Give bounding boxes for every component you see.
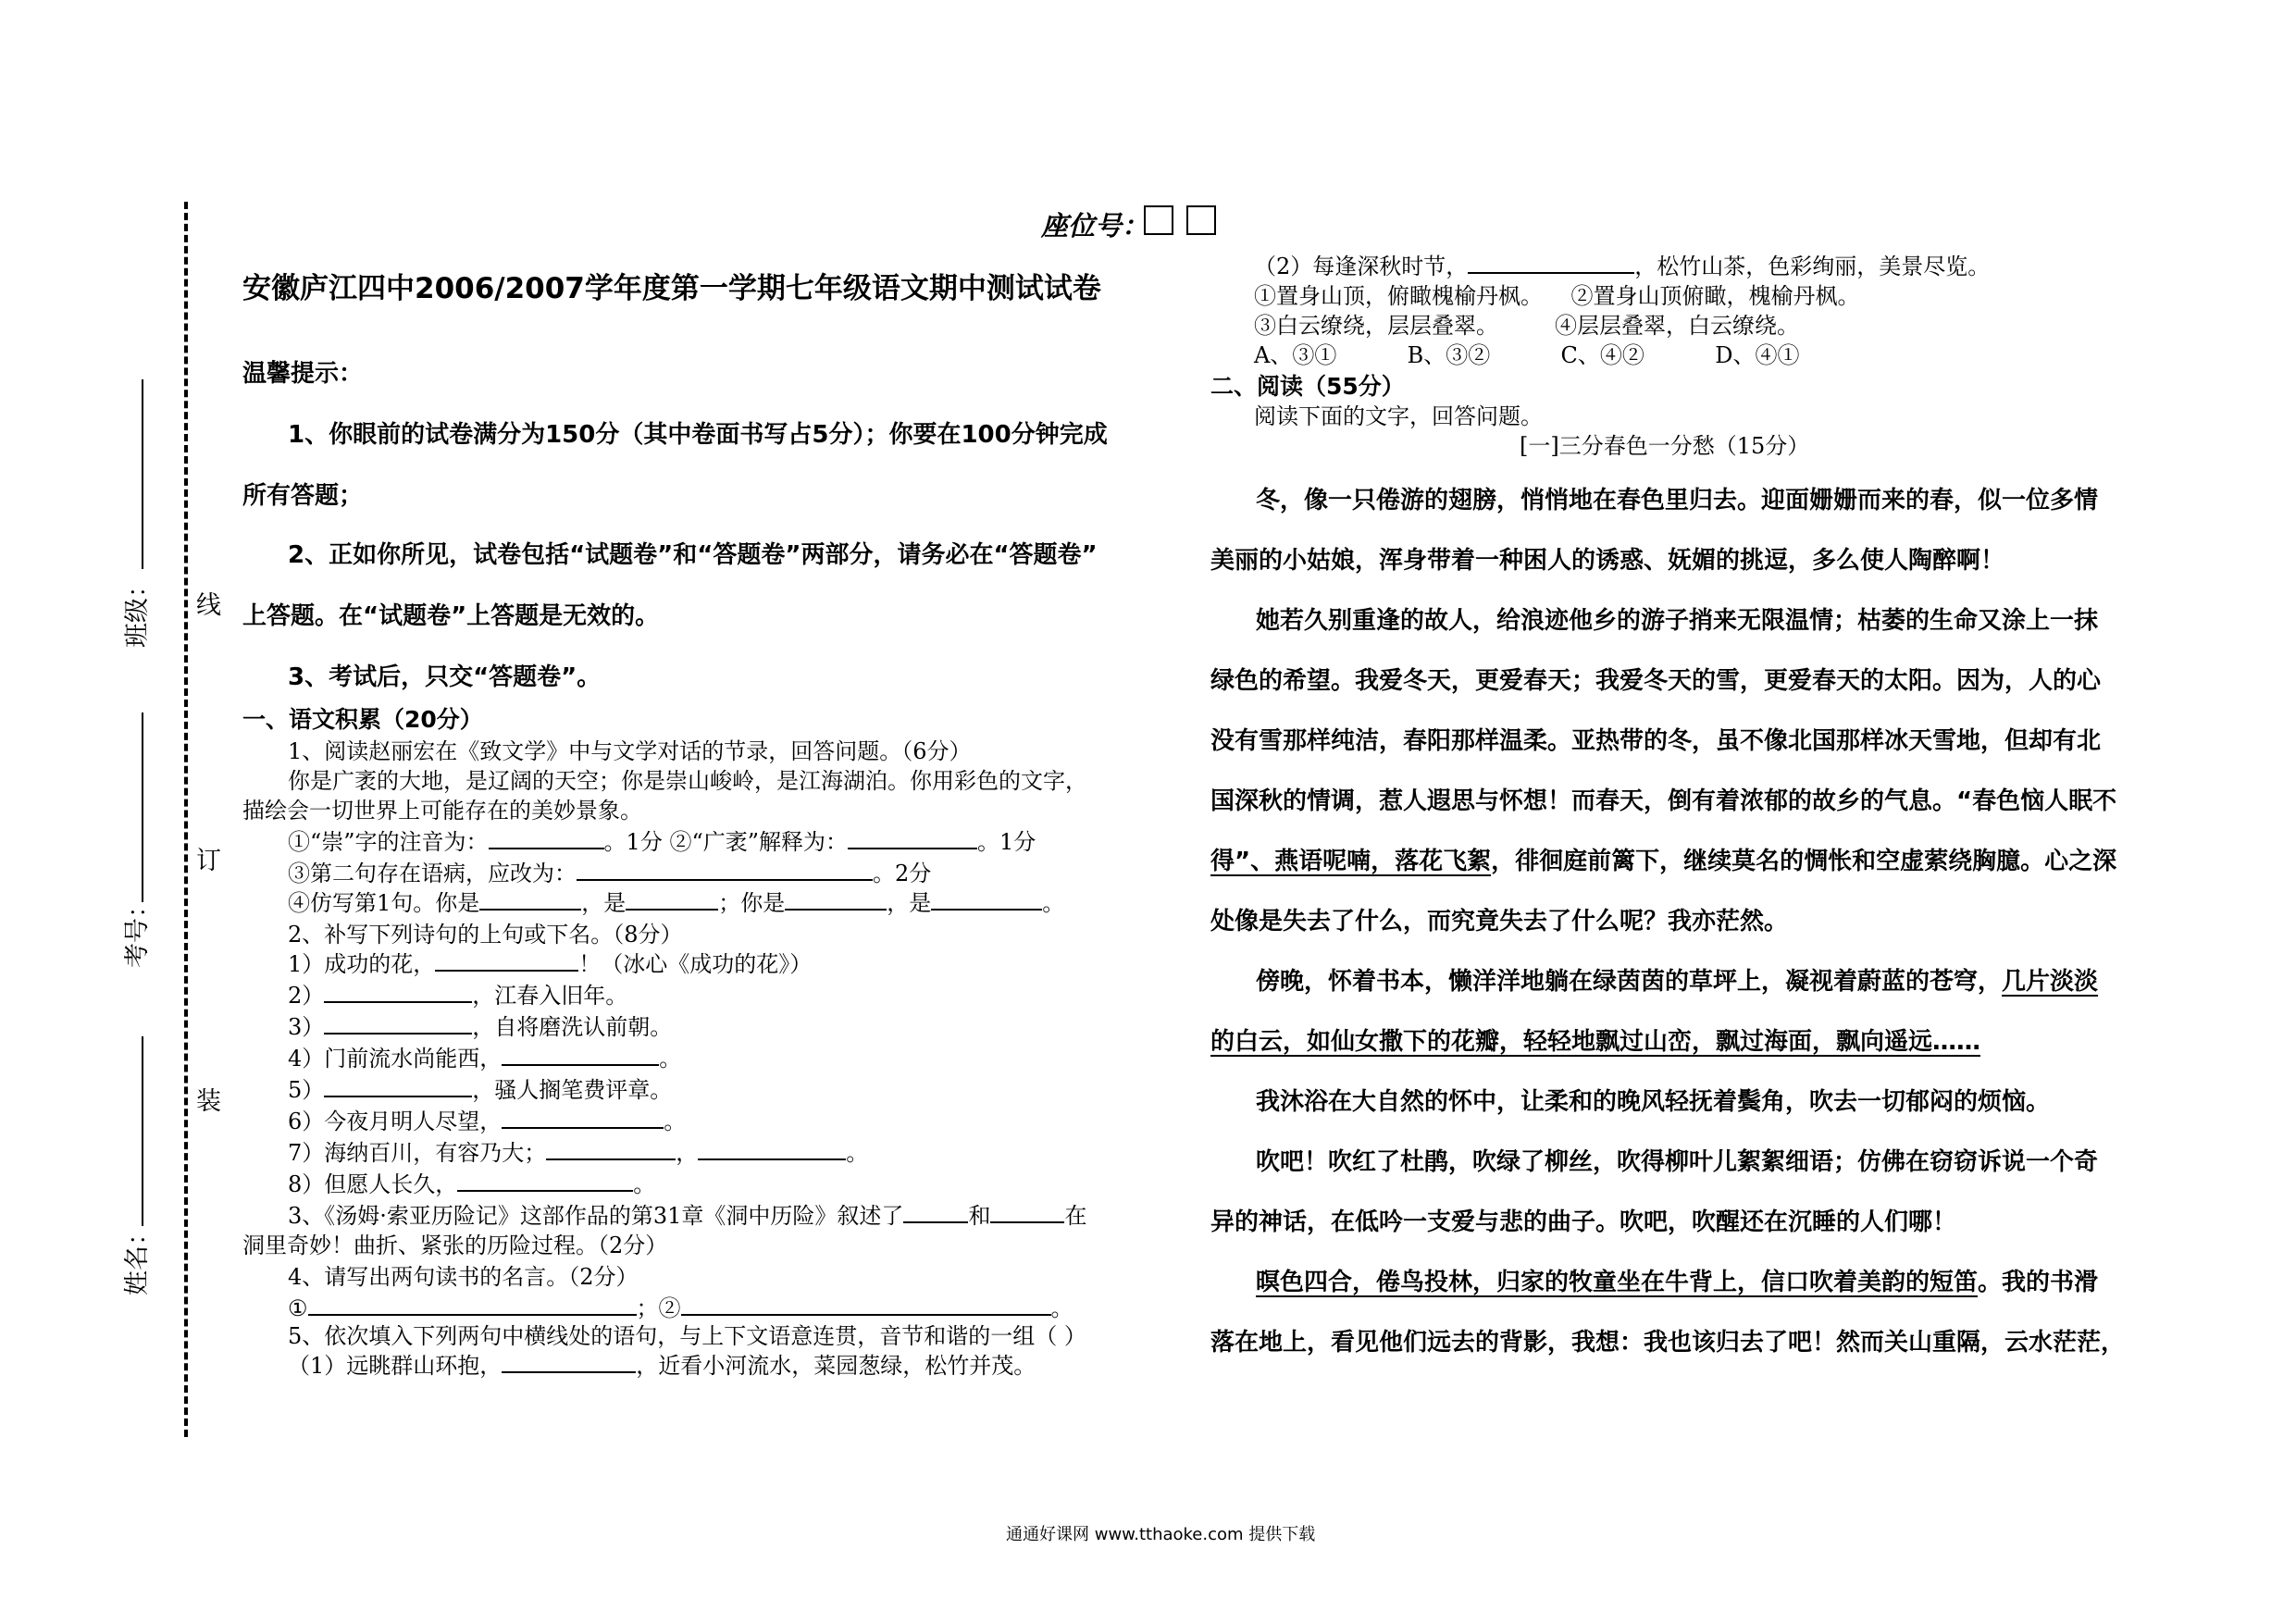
seat-number-label: 座位号： <box>1041 210 1149 242</box>
q2-text: 2、补写下列诗句的上句或下名。（8分） <box>288 922 683 948</box>
q1-b-prompt: ③第二句存在语病，应改为： <box>288 861 577 886</box>
reading-line-13: 异的神话，在低吟一支爱与悲的曲子。吹吧，吹醒还在沉睡的人们哪！ <box>1210 1208 1957 1236</box>
q5-2-a: （2）每逢深秋时节， <box>1254 254 1469 279</box>
poem-7-blank-2[interactable] <box>698 1138 846 1160</box>
name-field[interactable] <box>142 1036 143 1226</box>
reading-line-8: 处像是失去了什么，而究竟失去了什么呢？我亦茫然。 <box>1210 908 1789 935</box>
poem-4-blank[interactable] <box>502 1044 659 1066</box>
reading-line-14 <box>1256 1263 2098 1297</box>
q1-c-text-4: ，是 <box>887 890 932 916</box>
poem-3-a: 3） <box>288 1014 325 1040</box>
poem-1-b: ！（冰心《成功的花》） <box>578 951 813 977</box>
poem-4-a: 4）门前流水尚能西， <box>288 1046 503 1072</box>
poem-5-blank[interactable] <box>324 1075 472 1097</box>
q1-a2-prompt: 。1分 ②“广袤”解释为： <box>603 829 848 855</box>
poem-2-b: ，江春入旧年。 <box>472 983 628 1009</box>
section1-heading: 一、语文积累（20分） <box>242 706 483 733</box>
tips-heading: 温馨提示： <box>242 360 364 388</box>
q1-c-end: 。 <box>1042 890 1065 916</box>
q3-row <box>288 1201 1086 1231</box>
q3-a: 3、《汤姆·索亚历险记》这部作品的第31章《洞中历险》叙述了 <box>288 1203 904 1229</box>
q3-line-2: 洞里奇妙！曲折、紧张的历险过程。（2分） <box>242 1233 668 1258</box>
q5-sentence-2 <box>1254 252 1990 281</box>
q5-text: 5、依次填入下列两句中横线处的语句，与上下文语意连贯，音节和谐的一组（ ） <box>288 1323 1086 1349</box>
q3-b: 和 <box>968 1203 991 1229</box>
reading-line-7 <box>1210 842 2116 876</box>
q3-blank-1[interactable] <box>903 1201 968 1223</box>
q1-b-blank[interactable] <box>577 859 873 881</box>
q1-c-blank-2[interactable] <box>626 888 718 911</box>
reading-line-4: 绿色的希望。我爱冬天，更爱春天；我爱冬天的雪，更爱春天的太阳。因为，人的心 <box>1210 667 2102 695</box>
q1-b-score: 。2分 <box>873 861 932 886</box>
class-label: 班级： <box>123 573 152 648</box>
q1-a-prompt: ①“崇”字的注音为： <box>288 829 489 855</box>
q1-c-text-2: ，是 <box>581 890 627 916</box>
tip-1a: 1、你眼前的试卷满分为150分（其中卷面书写占5分）；你要在100分钟完成 <box>288 421 1108 449</box>
q1-c-blank-3[interactable] <box>785 888 887 911</box>
binding-mark-xian: 线 <box>196 591 221 620</box>
poem-1-a: 1）成功的花， <box>288 951 436 977</box>
seat-box-1[interactable] <box>1144 205 1173 235</box>
q1-c-text-3: ；你是 <box>718 890 786 916</box>
poem-5 <box>288 1075 672 1105</box>
q4-b: ；② <box>636 1295 681 1321</box>
q1-text: 1、阅读赵丽宏在《致文学》中与文学对话的节录，回答问题。（6分） <box>288 738 972 764</box>
q3-c: 在 <box>1064 1203 1087 1229</box>
tip-1b: 所有答题； <box>242 482 364 510</box>
q4-blank-1[interactable] <box>308 1294 637 1316</box>
poem-7-c: 。 <box>846 1140 869 1166</box>
reading-line-15: 落在地上，看见他们远去的背影，我想：我也该归去了吧！然而关山重隔，云水茫茫， <box>1210 1329 2126 1357</box>
reading-line-9-text: 傍晚，怀着书本，懒洋洋地躺在绿茵茵的草坪上，凝视着蔚蓝的苍穹， <box>1256 968 2003 996</box>
poem-2-a: 2） <box>288 983 325 1009</box>
q1-c-row <box>288 888 1064 918</box>
q1-c-prompt: ④仿写第1句。你是 <box>288 890 480 916</box>
q5-1-b: ，近看小河流水，菜园葱绿，松竹并茂。 <box>636 1353 1036 1379</box>
poem-7 <box>288 1138 868 1168</box>
q4-c: 。 <box>1050 1295 1074 1321</box>
poem-2-blank[interactable] <box>324 981 472 1003</box>
poem-3-blank[interactable] <box>324 1012 472 1035</box>
reading-underline-1: 得”、燕语呢喃，落花飞絮 <box>1210 848 1492 875</box>
q5-blank-2[interactable] <box>1468 252 1634 274</box>
q1-passage-1: 你是广袤的大地，是辽阔的天空；你是崇山峻岭，是江海湖泊。你用彩色的文字， <box>288 768 1087 794</box>
reading-line-3: 她若久别重逢的故人，给浪迹他乡的游子捎来无限温情；枯萎的生命又涂上一抹 <box>1256 607 2099 635</box>
poem-4-b: 。 <box>659 1046 682 1072</box>
reading-line-11: 我沐浴在大自然的怀中，让柔和的晚风轻抚着鬓角，吹去一切郁闷的烦恼。 <box>1256 1088 2051 1116</box>
reading-line-6: 国深秋的情调，惹人遐思与怀想！而春天，倒有着浓郁的故乡的气息。“春色恼人眠不 <box>1210 787 2117 815</box>
q1-passage-2: 描绘会一切世界上可能存在的美妙景象。 <box>242 798 642 824</box>
reading-line-2: 美丽的小姑娘，浑身带着一种困人的诱惑、妩媚的挑逗，多么使人陶醉啊！ <box>1210 547 2005 575</box>
q5-options-2: ③白云缭绕，层层叠翠。 ④层层叠翠，白云缭绕。 <box>1254 313 1800 339</box>
tip-3: 3、考试后，只交“答题卷”。 <box>288 663 602 691</box>
reading-line-12: 吹吧！吹红了杜鹃，吹绿了柳丝，吹得柳叶儿絮絮细语；仿佛在窃窃诉说一个奇 <box>1256 1148 2099 1176</box>
poem-5-a: 5） <box>288 1077 325 1103</box>
poem-6-blank[interactable] <box>502 1107 664 1129</box>
q4-blank-2[interactable] <box>681 1294 1051 1316</box>
class-field[interactable] <box>142 379 143 569</box>
q1-a2-blank[interactable] <box>848 827 977 849</box>
q4-row <box>288 1294 1074 1323</box>
poem-8-b: 。 <box>633 1171 656 1197</box>
q5-blank-1[interactable] <box>502 1351 636 1373</box>
reading-line-10 <box>1210 1022 1980 1057</box>
q1-a-blank[interactable] <box>489 827 604 849</box>
poem-2 <box>288 981 627 1010</box>
section2-intro: 阅读下面的文字，回答问题。 <box>1254 403 1543 429</box>
poem-7-blank-1[interactable] <box>546 1138 676 1160</box>
reading-underline-2a: 几片淡淡 <box>2002 968 2099 996</box>
tip-2b: 上答题。在“试题卷”上答题是无效的。 <box>242 602 660 630</box>
q1-a-row <box>288 827 1036 857</box>
q5-2-b: ，松竹山茶，色彩绚丽，美景尽览。 <box>1634 254 1991 279</box>
reading-line-7-rest: ，徘徊庭前篱下，继续莫名的惆怅和空虚萦绕胸臆。心之深 <box>1491 848 2117 875</box>
reading-line-5: 没有雪那样纯洁，春阳那样温柔。亚热带的冬，虽不像北国那样冰天雪地，但却有北 <box>1210 727 2102 755</box>
poem-5-b: ，骚人搁笔费评章。 <box>472 1077 673 1103</box>
q1-a-score: 。1分 <box>976 829 1036 855</box>
poem-6 <box>288 1107 686 1136</box>
poem-6-a: 6）今夜月明人尽望， <box>288 1109 503 1134</box>
q4-text: 4、请写出两句读书的名言。（2分） <box>288 1264 639 1290</box>
reading-1-title: [一]三分春色一分愁（15分） <box>1520 433 1810 459</box>
q5-options-1: ①置身山顶，俯瞰槐榆丹枫。 ②置身山顶俯瞰，槐榆丹枫。 <box>1254 283 1860 309</box>
q5-1-a: （1）远眺群山环抱， <box>288 1353 503 1379</box>
name-label: 姓名： <box>123 1220 152 1295</box>
poem-8 <box>288 1170 655 1199</box>
reading-underline-2b: 的白云，如仙女撒下的花瓣，轻轻地飘过山峦，飘过海面，飘向遥远…… <box>1210 1028 1981 1056</box>
q1-b-row <box>288 859 931 888</box>
q5-choices: A、③① B、③② C、④② D、④① <box>1254 342 1800 368</box>
reading-line-14-rest: 。我的书滑 <box>1978 1269 2099 1296</box>
poem-8-a: 8）但愿人长久， <box>288 1171 458 1197</box>
poem-8-blank[interactable] <box>457 1170 633 1192</box>
poem-6-b: 。 <box>664 1109 687 1134</box>
seat-box-2[interactable] <box>1186 205 1216 235</box>
poem-4 <box>288 1044 681 1073</box>
section2-heading: 二、阅读（55分） <box>1210 373 1405 400</box>
q5-sentence-1 <box>288 1351 1036 1381</box>
reading-line-1: 冬，像一只倦游的翅膀，悄悄地在春色里归去。迎面姗姗而来的春，似一位多情 <box>1256 487 2099 514</box>
exam-title: 安徽庐江四中2006/2007学年度第一学期七年级语文期中测试试卷 <box>242 272 1101 305</box>
poem-1-blank[interactable] <box>435 949 578 972</box>
footer-credit: 通通好课网 www.tthaoke.com 提供下载 <box>1006 1525 1316 1544</box>
reading-underline-3: 暝色四合，倦鸟投林，归家的牧童坐在牛背上，信口吹着美韵的短笛 <box>1256 1269 1979 1296</box>
poem-7-b: ， <box>676 1140 699 1166</box>
q3-blank-2[interactable] <box>990 1201 1064 1223</box>
q1-c-blank-4[interactable] <box>931 888 1042 911</box>
poem-3 <box>288 1012 672 1042</box>
reading-line-9 <box>1256 962 2098 997</box>
poem-1 <box>288 949 812 979</box>
q4-a: ① <box>288 1295 308 1321</box>
poem-7-a: 7）海纳百川，有容乃大； <box>288 1140 547 1166</box>
binding-mark-ding: 订 <box>196 847 221 875</box>
binding-mark-zhuang: 装 <box>196 1087 221 1116</box>
tip-2a: 2、正如你所见，试卷包括“试题卷”和“答题卷”两部分，请务必在“答题卷” <box>288 541 1098 569</box>
q1-c-blank-1[interactable] <box>479 888 581 911</box>
exam-number-field[interactable] <box>142 712 143 902</box>
poem-3-b: ，自将磨洗认前朝。 <box>472 1014 673 1040</box>
exam-number-label: 考号： <box>123 893 152 968</box>
binding-dashed-line <box>184 202 188 1437</box>
